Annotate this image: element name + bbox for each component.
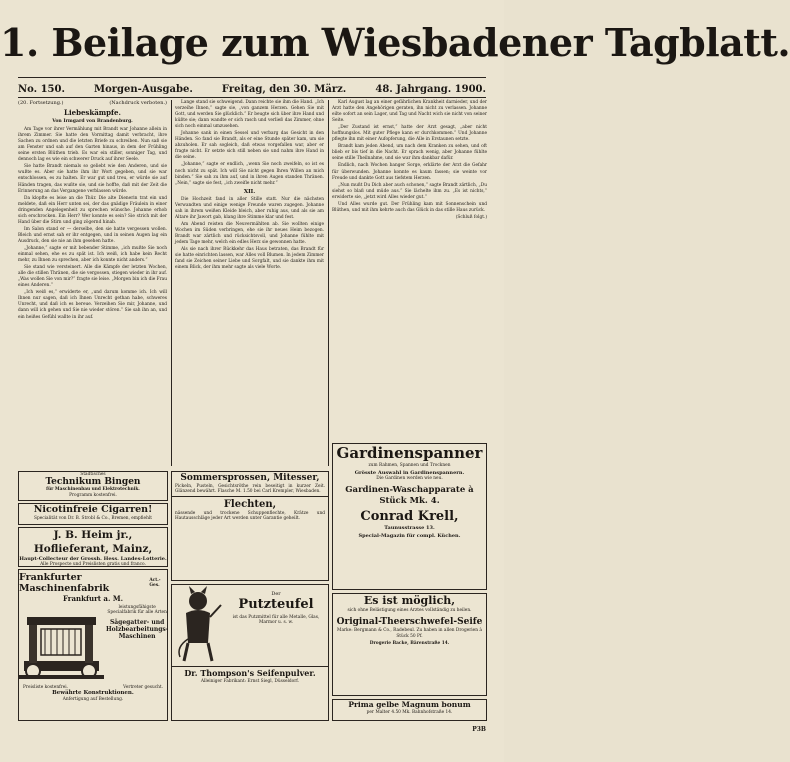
paragraph: Brandt kam jeden Abend, um nach dem Kranken zu sehen, und oft blieb er bis tief in die Nacht. Er sprach wenig, aber Johanne fühlte seine stille Theilnahme, und sie war ihm dankbar dafür.	[332, 144, 487, 162]
issue-number: No. 150.	[18, 83, 65, 95]
paragraph: Am Abend reisten die Neuvermählten ab. Sie wollten einige Wochen im Süden verbringen, ehe sie ihr neues Heim bezogen. Brandt war zärtlich und rücksichtsvoll, und Johanne fühlte mit jedem Tage mehr, welch ein edles Herz sie gewonnen hatte.	[175, 221, 324, 246]
column-1	[18, 100, 167, 468]
ad-title: Sommersprossen, Mitesser,	[180, 473, 320, 483]
ad-frankfurter-maschinenfabrik	[18, 569, 168, 721]
issue-volume: 48. Jahrgang. 1900.	[375, 83, 486, 95]
paragraph: Sie stand wie versteinert. Alle die Kämpfe der letzten Wochen, alle die stillen Thränen, die sie vergossen, stiegen wieder in ihr auf. „Was wollen Sie von mir?“ fragte sie leise. „Morgen bin ich die Frau eines Anderen.“	[18, 265, 167, 289]
paragraph: Im Salon stand er — derselbe, den sie hatte vergessen wollen. Bleich und ernst sah er ihr entgegen, und in seinen Augen lag ein Ausdruck, den sie nie an ihm gesehen hatte.	[18, 226, 167, 244]
ad-flechten-text: nässende und trockene Schuppenflechte, Krätze und Hautausschläge jeder Art werden unter Garantie geheilt.	[175, 510, 325, 522]
masthead	[0, 0, 790, 78]
ad-subtitle: für Maschinenbau und Elektrotechnik.	[46, 487, 140, 493]
ad-title: Nicotinfreie Cigarren!	[33, 504, 153, 515]
ad-theerschwefel-seife	[332, 593, 487, 696]
issue-info-bar	[18, 82, 486, 96]
info-rule	[18, 97, 486, 98]
ad-jb-heim	[18, 527, 168, 567]
paragraph: Sie hatte Brandt niemals so geliebt wie den Anderen, und sie wußte es. Aber sie hatte ihm ihr Wort gegeben, und sie war entschlossen, es zu halten. Er war gut und treu, er würde sie auf Händen tragen, das wußte sie, und sie hoffte, daß mit der Zeit die Erinnerung an das Vergangene verblassen würde.	[18, 164, 167, 194]
ad-text: ist das Putzmittel für alle Metalle, Glas, Marmor u. s. w.	[232, 615, 320, 626]
paragraph: „Johanne,“ sagte er endlich, „wenn Sie noch zweifeln, so ist es noch nicht zu spät. Ich will Sie nicht gegen Ihren Willen an mich binden.“ Sie sah zu ihm auf, und in ihren Augen standen Thränen. „Nein,“ sagte sie fest, „ich zweifle nicht mehr.“	[175, 162, 324, 186]
ad-drogerie: Drogerie Backe, Bärenstraße 14.	[369, 641, 450, 647]
paragraph: „Johanne,“ sagte er mit bebender Stimme, „ich mußte Sie noch einmal sehen, ehe es zu spät ist. Ich weiß, ich habe kein Recht mehr, zu Ihnen zu sprechen, aber ich konnte nicht anders.“	[18, 245, 167, 264]
paragraph: Am Tage vor ihrer Vermählung mit Brandt war Johanne allein in ihrem Zimmer. Sie hatte den Vormittag damit verbracht, ihre Sachen zu ordnen und die letzten Briefe zu schreiben. Nun saß sie am Fenster und sah auf den Garten hinaus, in dem der Frühling seine ersten Blüthen trieb. Es war ein stiller, sonniger Tag, und dennoch lag es wie ein schwerer Druck auf ihrer Seele.	[18, 127, 167, 163]
page-footer-mark: P3B	[472, 726, 486, 733]
ad-address-2: Special-Magazin für compl. Küchen.	[358, 532, 461, 539]
ad-company: Conrad Krell,	[360, 508, 459, 524]
ad-footer-2: Bewährte Konstruktionen.	[52, 690, 134, 697]
ad-moeglich-title: Es ist möglich,	[363, 594, 456, 607]
ad-subtitle: zum Rahmen, Spannen und Trocknen	[368, 463, 451, 468]
paragraph: Karl August lag an einer gefährlichen Krankheit darnieder, und der Arzt hatte den Angehörigen geraten, ihn nicht zu verlassen. Johanne eilte sofort an sein Lager, und Tag und Nacht wich sie nicht von seiner Seite.	[332, 100, 487, 124]
ad-footer-4: Vertreter gesucht.	[123, 685, 163, 690]
ad-nicotinfreie-cigarren	[18, 503, 168, 525]
ad-city: Frankfurt a. M.	[62, 594, 124, 603]
ad-title: Frankfurter Maschinenfabrik	[19, 572, 110, 594]
ad-divider	[172, 666, 328, 667]
paragraph: Und Alles wurde gut. Der Frühling kam mit Sonnenschein und Blüthen, und mit ihm kehrte auch das Glück in das stille Haus zurück.	[332, 201, 487, 213]
ad-subtitle: Haupt-Collecteur der Grossh. Hess. Landes-Lotterie.	[19, 556, 167, 562]
ad-maker: Dr. Thompson's Seifenpulver.	[184, 668, 316, 678]
ad-gardinenspanner	[332, 443, 487, 590]
paragraph: „Nun mußt Du Dich aber auch schonen,“ sagte Brandt zärtlich, „Du siehst so blaß und müde aus.“ Sie lächelte ihm zu. „Es ist nichts,“ erwiderte sie, „jetzt wird Alles wieder gut.“	[332, 182, 487, 200]
story-endnote: (Schluß folgt.)	[455, 214, 487, 220]
ad-price: Gardinen-Waschapparate à Stück Mk. 4.	[345, 484, 474, 506]
ad-text: Pickeln, Pusteln, Gesichtsröthe rein beseitigt in kurzer Zeit. Glänzend bewährt. Flasche M. 1.50 bei Carl Krempler, Wiesbaden.	[175, 484, 325, 495]
column-divider	[328, 100, 329, 466]
ad-sommersprossen	[171, 471, 329, 581]
paragraph: „Der Zustand ist ernst,“ hatte der Arzt gesagt, „aber nicht hoffnungslos. Mit guter Pflege kann er durchkommen.“ Und Johanne pflegte ihn mit einer Aufopferung, die Alle in Erstaunen setzte.	[332, 125, 487, 143]
issue-date: Freitag, den 30. März.	[221, 83, 347, 95]
paragraph: Endlich, nach Wochen banger Sorge, erklärte der Arzt die Gefahr für überwunden. Johanne konnte es kaum fassen; sie weinte vor Freude und dankte Gott aus tiefstem Herzen.	[332, 163, 487, 181]
ad-title: Gardinenspanner	[336, 444, 483, 462]
paragraph: Die Hochzeit fand in aller Stille statt. Nur die nächsten Verwandten und einige wenige Freunde waren zugegen. Johanne sah in ihrem weißen Kleide bleich, aber ruhig aus, und als sie am Altare ihr Jawort gab, klang ihre Stimme klar und fest.	[175, 196, 324, 220]
ad-putzteufel	[171, 584, 329, 721]
paragraph: Lange stand sie schweigend. Dann reichte sie ihm die Hand. „Ich verzeihe Ihnen,“ sagte sie, „von ganzem Herzen. Gehen Sie mit Gott, und werden Sie glücklich.“ Er beugte sich über ihre Hand und küßte sie; dann wandte er sich rasch und verließ das Zimmer, ohne sich noch einmal umzusehen.	[175, 100, 324, 130]
ad-top-label: Der	[271, 591, 281, 597]
ad-divider	[172, 496, 328, 497]
ad-right-text-1: leistungsfähigste Specialfabrik für alle Arten	[107, 605, 167, 616]
ad-note: Programm kostenfrei.	[69, 492, 117, 498]
masthead-rule	[18, 77, 486, 78]
ad-name: Putzteufel	[238, 597, 314, 612]
ad-name: Technikum Bingen	[45, 477, 141, 488]
ad-footer-3: Anfertigung auf Bestellung.	[62, 697, 124, 703]
paragraph: Als sie nach ihrer Rückkehr das Haus betraten, das Brandt für sie hatte einrichten lassen, war Alles voll Blumen. In jedem Zimmer fand sie Zeichen seiner Liebe und Sorgfalt, und sie dankte ihm mit einem Blick, der ihm mehr sagte als viele Worte.	[175, 247, 324, 271]
ad-flechten-title: Flechten,	[223, 498, 277, 510]
ad-title-suffix: Act.-Ges.	[149, 577, 161, 588]
ad-right-text-2: Sägegatter- und Holzbearbeitungs-Maschinen	[106, 618, 169, 640]
ad-name: J. B. Heim jr., Hoflieferant, Mainz,	[33, 529, 153, 555]
devil-illustration	[172, 585, 224, 665]
ad-moeglich-text: sich ohne Belästigung eines Arztes vollständig zu heilen.	[347, 608, 472, 613]
paragraph: Da klopfte es leise an die Thür. Die alte Dienerin trat ein und meldete, daß ein Herr unten sei, der das gnädige Fräulein in einer dringenden Angelegenheit zu sprechen wünsche. Johanne erhob sich erschrocken. Ein Herr? Wer konnte es sein? Sie strich mit der Hand über die Stirn und ging zögernd hinab.	[18, 195, 167, 225]
ad-text: Specialität von Dr. B. Strobl & Co., Bremen, empfiehlt	[34, 516, 152, 521]
ad-maker-sub: Alleiniger Fabrikant: Ernst Siegl, Düsseldorf.	[200, 679, 300, 684]
continuation-note: (20. Fortsetzung.)	[18, 100, 64, 106]
story-byline: Von Irmgard von Brandenburg.	[52, 119, 133, 125]
paragraph: „Ich weiß es,“ erwiderte er, „und darum komme ich. Ich will Ihnen nur sagen, daß ich Ihnen Unrecht gethan habe, schweres Unrecht, und daß ich es bereue. Verzeihen Sie mir, Johanne, und dann will ich gehen und Sie nie wieder stören.“ Sie sah ihn an, und ein heißes Gefühl wallte in ihr auf.	[18, 290, 167, 320]
column-2	[175, 100, 324, 468]
ad-magnum-bonum	[332, 699, 487, 721]
reprint-note: (Nachdruck verboten.)	[109, 100, 167, 106]
ad-note: Alle Prospecte und Preislisten gratis und franco.	[40, 562, 146, 567]
column-divider	[171, 100, 172, 466]
ad-text-1: Grösste Auswahl in Gardinenspannern.	[354, 470, 465, 477]
ad-footer-1: Preisliste kostenfrei.	[23, 685, 69, 690]
ad-text: Marke: Bergmann & Co., Radebeul. Zu haben in allen Drogerien à Stück 50 Pf.	[337, 628, 482, 639]
chapter-number: XII.	[243, 188, 256, 195]
ad-title: Prima gelbe Magnum bonum	[348, 700, 471, 709]
column-3	[332, 100, 487, 440]
sawmill-machine-illustration	[19, 603, 104, 683]
issue-edition: Morgen-Ausgabe.	[94, 83, 193, 95]
ad-top-label: Städtisches	[80, 472, 106, 477]
ad-address: Taunusstrasse 13.	[384, 524, 435, 531]
ad-text-2: Die Gardinen werden wie neu.	[376, 476, 443, 482]
paragraph: Johanne sank in einen Sessel und verbarg das Gesicht in den Händen. So fand sie Brandt, als er eine Stunde später kam, um sie abzuholen. Er sah sogleich, daß etwas vorgefallen war, aber er fragte nicht. Er setzte sich still neben sie und nahm ihre Hand in die seine.	[175, 131, 324, 161]
column-1-text	[18, 127, 167, 320]
ad-text: per Malter 4.50 Mk. Bahnhofstraße 14.	[366, 710, 453, 715]
ad-title: Original-Theerschwefel-Seife	[336, 617, 483, 628]
ad-technikum-bingen	[18, 471, 168, 501]
story-title: Liebeskämpfe.	[64, 108, 121, 118]
masthead-title: 1. Beilage zum Wiesbadener Tagblatt.	[0, 20, 790, 65]
